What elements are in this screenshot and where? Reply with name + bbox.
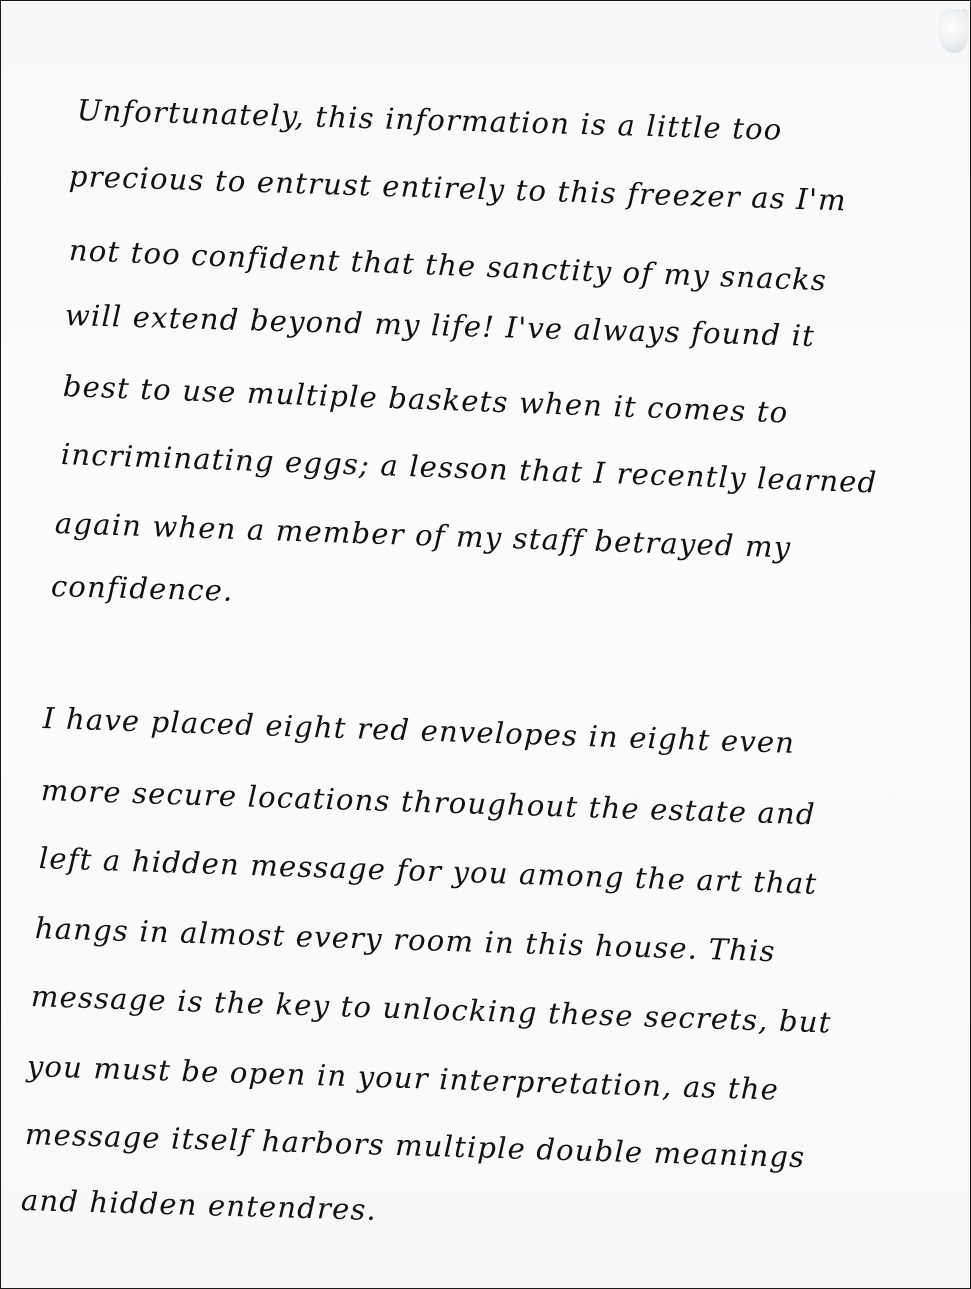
- handwritten-letter-page: [1, 1, 970, 1288]
- letter-line: not too confident that the sanctity of my snacks: [68, 233, 828, 298]
- letter-line: message is the key to unlocking these secrets, but: [30, 979, 833, 1040]
- letter-line: more secure locations throughout the estate and: [40, 773, 817, 832]
- letter-line: again when a member of my staff betrayed my: [54, 506, 792, 565]
- letter-line: left a hidden message for you among the art that: [38, 841, 818, 901]
- letter-line: best to use multiple baskets when it comes to: [62, 369, 789, 430]
- letter-line: you must be open in your interpretation, as the: [26, 1049, 780, 1107]
- letter-line: incriminating eggs; a lesson that I recently learned: [60, 437, 878, 500]
- letter-line: message itself harbors multiple double meanings: [24, 1117, 806, 1175]
- letter-line: will extend beyond my life! I've always found it: [64, 298, 816, 353]
- page-corner-glare: [938, 9, 968, 53]
- letter-line: hangs in almost every room in this house. This: [34, 911, 777, 969]
- letter-line: precious to entrust entirely to this freezer as I'm: [68, 159, 848, 218]
- letter-line: Unfortunately, this information is a little too: [76, 93, 783, 147]
- letter-line: confidence.: [50, 569, 235, 608]
- letter-line: I have placed eight red envelopes in eight even: [42, 701, 796, 760]
- letter-line: and hidden entendres.: [20, 1183, 378, 1227]
